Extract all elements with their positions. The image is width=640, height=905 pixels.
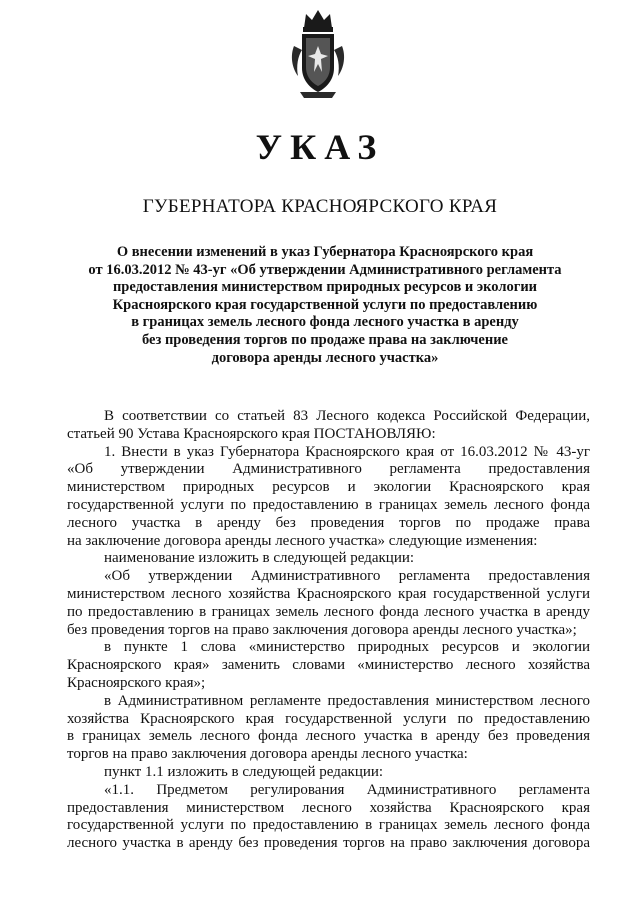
heading-line: предоставления министерством природных ресурсов и экологии: [112, 279, 538, 296]
heading-line: О внесении изменений в указ Губернатора Красноярского края: [116, 244, 534, 260]
body-line: Красноярского края»;: [67, 674, 206, 691]
body-line: торгов на право заключения договора аренды лесного участка:: [67, 746, 468, 763]
body-line: 1. Внести в указ Губернатора Красноярского края от 16.03.2012 № 43-уг: [104, 443, 590, 460]
document-subtitle: ГУБЕРНАТОРА КРАСНОЯРСКОГО КРАЯ: [142, 196, 498, 217]
body-line: предоставления министерством лесного хозяйства Красноярского края: [67, 799, 590, 816]
heading-line: без проведения торгов по продаже права на заключение: [142, 331, 508, 348]
body-line: на заключение договора аренды лесного участка» следующие изменения:: [67, 532, 538, 549]
heading-line: Красноярского края государственной услуги по предоставлению: [112, 296, 538, 313]
body-line: «1.1. Предметом регулирования Административного регламента: [104, 781, 590, 798]
body-line: без проведения торгов на право заключения договора аренды лесного участка»;: [67, 621, 577, 638]
heading-line: от 16.03.2012 № 43-уг «Об утверждении Административного регламента: [88, 261, 562, 278]
heading-line: в границах земель лесного фонда лесного участка в аренду: [131, 314, 519, 331]
body-line: министерством природных ресурсов и экологии Красноярского края: [67, 479, 590, 496]
body-line: статьей 90 Устава Красноярского края ПОСТАНОВЛЯЮ:: [67, 425, 436, 442]
decree-heading: [70, 244, 580, 367]
body-line: в границах земель лесного фонда лесного участка в аренду без проведения: [67, 728, 590, 745]
body-line: по предоставлению в границах земель лесного фонда лесного участка в аренду: [67, 603, 590, 620]
body-line: в Административном регламенте предоставления министерством лесного: [104, 692, 590, 709]
body-line: в пункте 1 слова «министерство природных ресурсов и экологии: [104, 639, 590, 656]
body-line: «Об утверждении Административного регламента предоставления: [104, 568, 590, 585]
body-line: лесного участка в аренду без проведения торгов по продаже права: [67, 514, 590, 531]
body-line: министерством лесного хозяйства Красноярского края государственной услуги: [67, 585, 590, 602]
body-line: хозяйства Красноярского края государственной услуги по предоставлению: [67, 710, 590, 727]
coat-of-arms-icon: [290, 6, 346, 102]
document-title: УКАЗ: [255, 127, 385, 167]
heading-line: договора аренды лесного участка»: [211, 349, 439, 366]
body-line: пункт 1.1 изложить в следующей редакции:: [104, 763, 384, 780]
decree-body: [67, 408, 590, 853]
body-line: В соответствии со статьей 83 Лесного кодекса Российской Федерации,: [104, 408, 590, 424]
body-line: Красноярского края» заменить словами «министерство лесного хозяйства: [67, 657, 590, 674]
body-line: наименование изложить в следующей редакции:: [104, 550, 415, 567]
body-line: «Об утверждении Административного регламента предоставления: [67, 461, 590, 478]
body-line: лесного участка в аренду без проведения торгов на право заключения договора: [67, 835, 590, 852]
body-line: государственной услуги по предоставлению в границах земель лесного фонда: [67, 817, 590, 834]
body-line: государственной услуги по предоставлению в границах земель лесного фонда: [67, 496, 590, 513]
